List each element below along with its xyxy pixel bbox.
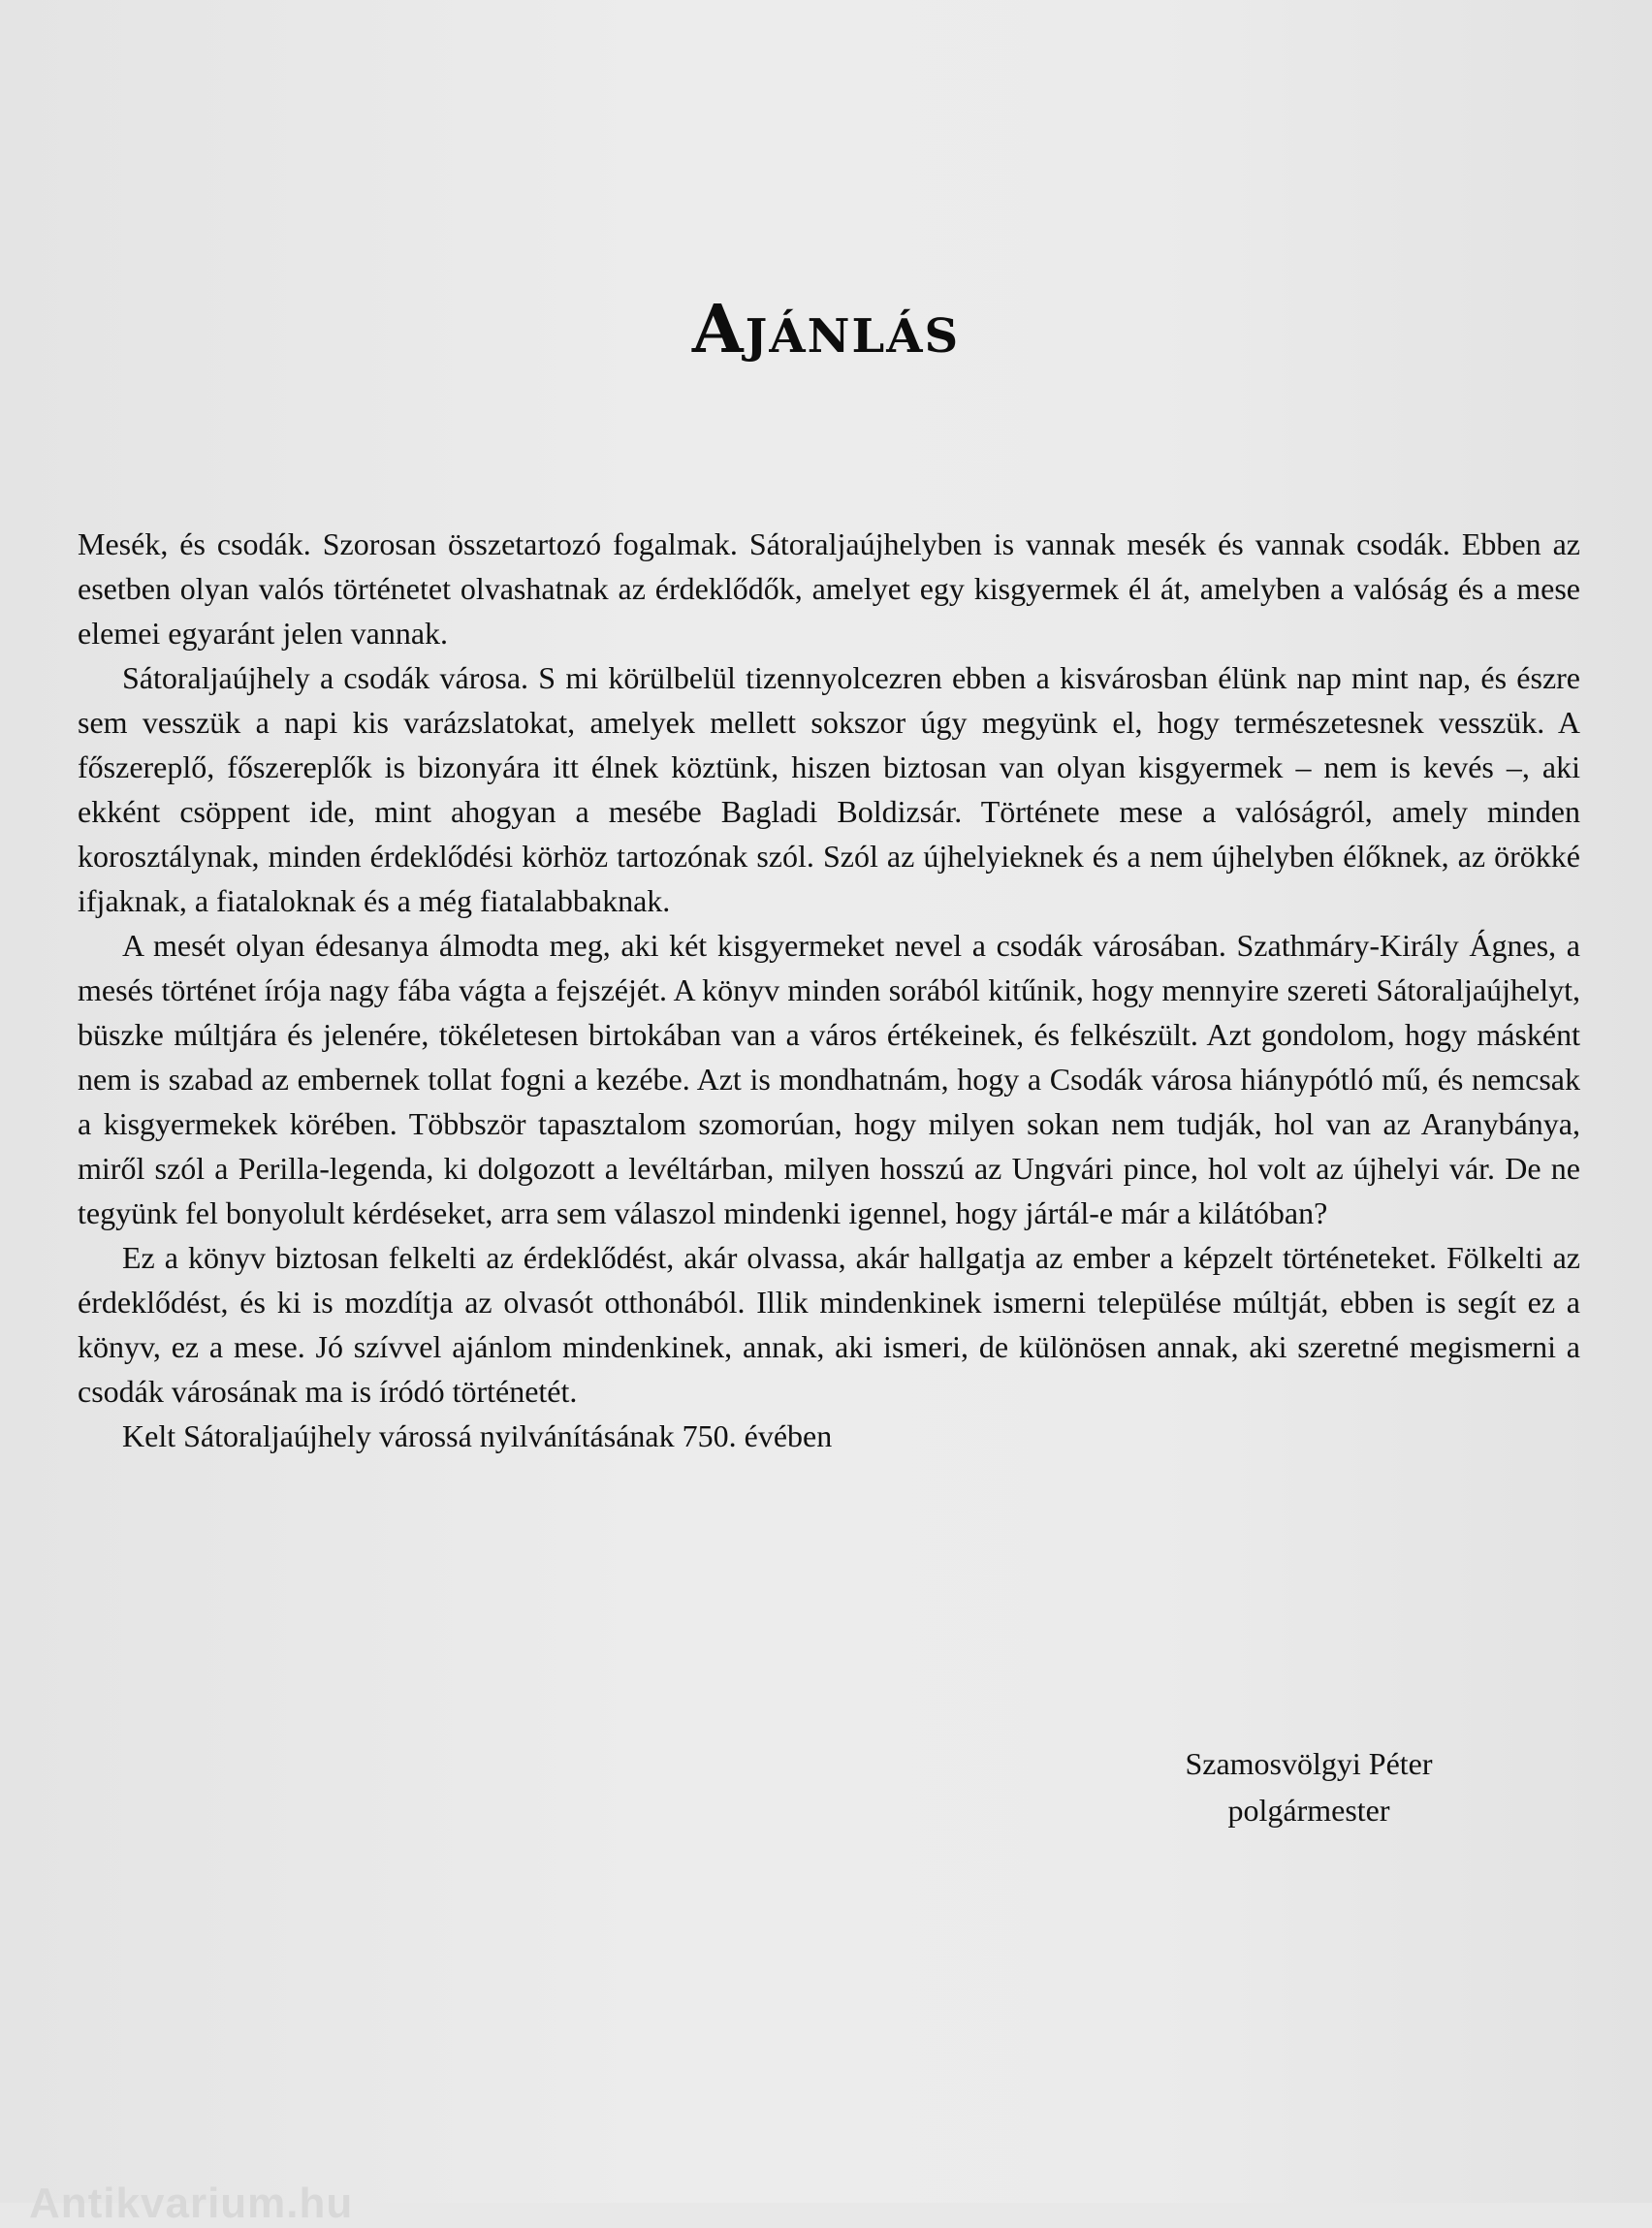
paragraph-2: Sátoraljaújhely a csodák városa. S mi körülbelül tizennyolcezren ebben a kisvárosban élünk nap mint nap, és észre sem vesszük a napi kis varázslatokat, amelyek mellett sokszor úgy megyünk el, hogy természetesnek vesszük. A főszereplő, főszereplők is bizonyára itt élnek köztünk, hiszen biztosan van olyan kisgyermek – nem is kevés –, aki ekként csöppent ide, mint ahogyan a mesébe Bagladi Boldizsár. Története mese a valóságról, amely minden korosztálynak, minden érdeklődési körhöz tartozónak szól. Szól az újhelyieknek és a nem újhelyben élőknek, az örökké ifjaknak, a fiataloknak és a még fiatalabbaknak. (78, 660, 1580, 918)
paragraph-3: A mesét olyan édesanya álmodta meg, aki két kisgyermeket nevel a csodák városában. Szathmáry-Király Ágnes, a mesés történet írója nagy fába vágta a fejszéjét. A könyv minden sorából kitűnik, hogy mennyire szereti Sátoraljaújhelyt, büszke múltjára és jelenére, tökéletesen birtokában van a város értékeinek, és felkészült. Azt gondolom, hogy másként nem is szabad az embernek tollat fogni a kezébe. Azt is mondhatnám, hogy a Csodák városa hiánypótló mű, és nemcsak a kisgyermekek körében. Többször tapasztalom szomorúan, hogy milyen sokan nem tudják, hol van az Aranybánya, miről szól a Perilla-legenda, ki dolgozott a levéltárban, milyen hosszú az Ungvári pince, hol volt az újhelyi vár. De ne tegyünk fel bonyolult kérdéseket, arra sem válaszol mindenki igennel, hogy jártál-e már a kilátóban? (78, 928, 1580, 1230)
page-title: Ajánlás (691, 291, 961, 368)
paragraph-1: Mesék, és csodák. Szorosan összetartozó fogalmak. Sátoraljaújhelyben is vannak mesék és vannak csodák. Ebben az esetben olyan valós történetet olvashatnak az érdeklődők, amelyet egy kisgyermek él át, amelyben a valóság és a mese elemei egyaránt jelen vannak. (78, 526, 1580, 651)
signature-name: Szamosvölgyi Péter (1185, 1746, 1433, 1781)
body-text (78, 522, 1580, 1458)
signature-role: polgármester (1227, 1793, 1390, 1828)
watermark: Antikvarium.hu (29, 2180, 354, 2227)
paragraph-4: Ez a könyv biztosan felkelti az érdeklődést, akár olvassa, akár hallgatja az ember a képzelt történeteket. Fölkelti az érdeklődést, és ki is mozdítja az olvasót otthonából. Illik mindenkinek ismerni települése múltját, ebben is segít ez a könyv, ez a mese. Jó szívvel ajánlom mindenkinek, annak, aki ismeri, de különösen annak, aki szeretné megismerni a csodák városának ma is íródó történetét. (78, 1240, 1580, 1409)
signature-block (1057, 1740, 1561, 1833)
paragraph-dateline: Kelt Sátoraljaújhely várossá nyilvánításának 750. évében (122, 1418, 833, 1453)
